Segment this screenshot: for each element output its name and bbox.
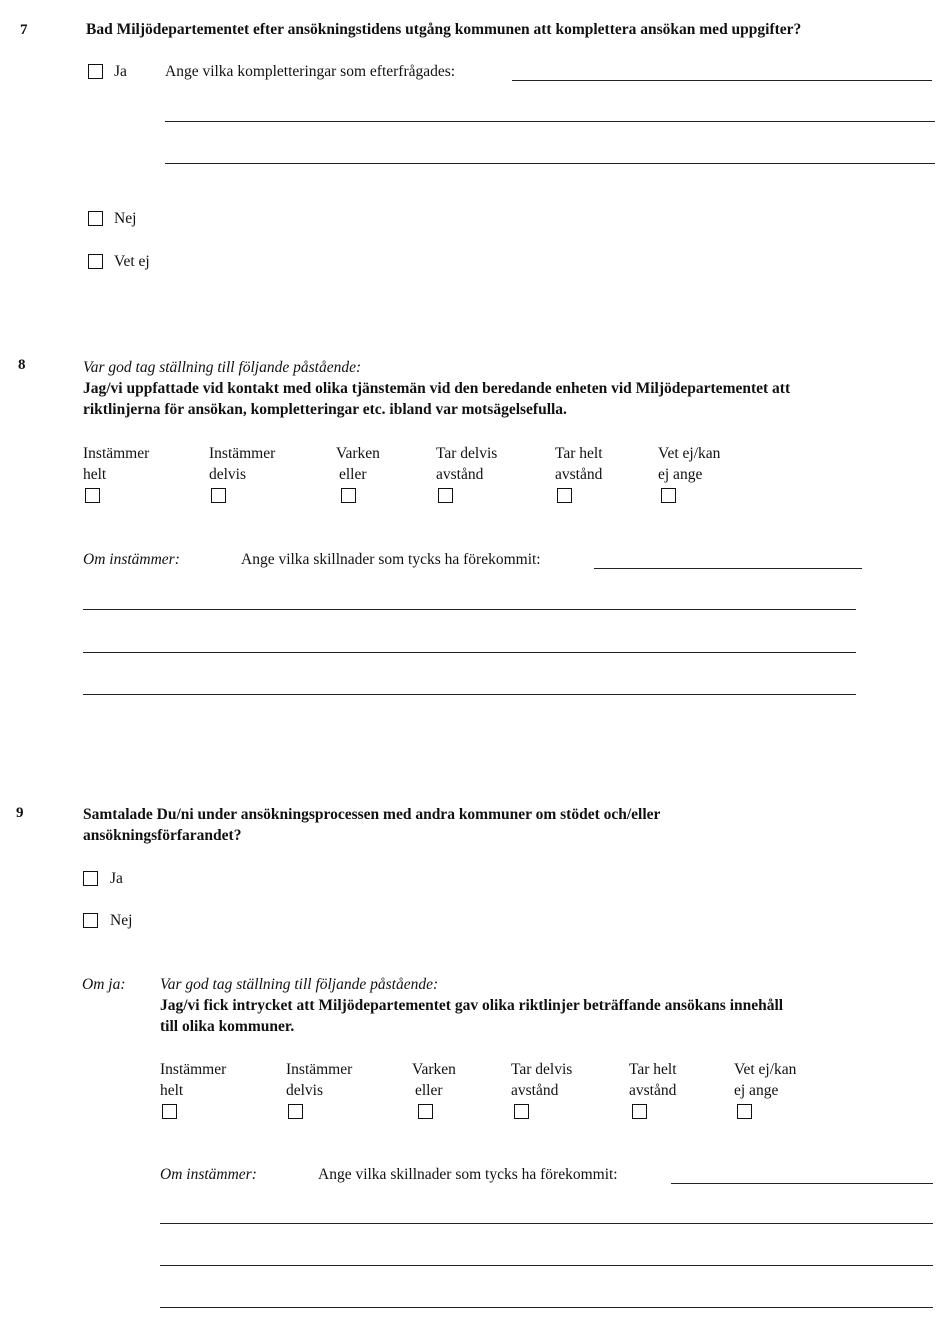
q8-option-neutral[interactable] [336, 443, 380, 485]
q8-answer-line-3[interactable] [83, 652, 856, 653]
option-line-2: helt [83, 466, 107, 483]
q8-checkbox-disagree-fully[interactable] [557, 488, 572, 503]
option-line-2: avstånd [511, 1082, 559, 1099]
q9-checkbox-agree-fully[interactable] [162, 1104, 177, 1119]
option-line-1: Vet ej/kan [658, 445, 721, 462]
q9-question-line-1: Samtalade Du/ni under ansökningsprocessen med andra kommuner om stödet och/eller [83, 806, 661, 823]
option-line-2: eller [415, 1082, 443, 1099]
option-line-2: avstånd [629, 1082, 677, 1099]
q9-checkbox-dont-know[interactable] [737, 1104, 752, 1119]
option-line-2: avstånd [555, 466, 603, 483]
q9-no-checkbox[interactable] [83, 913, 98, 928]
q7-yes-prompt: Ange vilka kompletteringar som efterfrågades: [165, 63, 456, 80]
q8-option-dont-know[interactable] [658, 443, 720, 485]
q8-answer-line-2[interactable] [83, 609, 856, 610]
q8-answer-line-4[interactable] [83, 694, 856, 695]
q8-number: 8 [18, 357, 26, 373]
q8-option-agree-fully[interactable] [83, 443, 149, 485]
q9-option-disagree-fully[interactable] [629, 1059, 677, 1101]
q8-followup-condition: Om instämmer: [83, 551, 180, 568]
q9-option-neutral[interactable] [412, 1059, 456, 1101]
q9-option-dont-know[interactable] [734, 1059, 796, 1101]
q8-checkbox-agree-fully[interactable] [85, 488, 100, 503]
q7-no-label: Nej [114, 210, 137, 227]
q7-dont-know-label: Vet ej [114, 253, 150, 270]
q9-no-label: Nej [110, 912, 133, 929]
q8-option-disagree-fully[interactable] [555, 443, 603, 485]
q7-yes-checkbox[interactable] [88, 64, 103, 79]
q9-sub-condition: Om instämmer: [160, 1166, 257, 1183]
q9-answer-line-1[interactable] [671, 1183, 933, 1184]
q7-no-checkbox[interactable] [88, 211, 103, 226]
option-line-1: Instämmer [209, 445, 276, 462]
option-line-1: Tar delvis [511, 1061, 573, 1078]
q8-statement-line-1: Jag/vi uppfattade vid kontakt med olika tjänstemän vid den beredande enheten vid Miljödepartementet att [83, 380, 791, 397]
q7-dont-know-checkbox[interactable] [88, 254, 103, 269]
q9-checkbox-neutral[interactable] [418, 1104, 433, 1119]
option-line-2: eller [339, 466, 367, 483]
q8-statement-line-2: riktlinjerna för ansökan, kompletteringar etc. ibland var motsägelsefulla. [83, 401, 567, 418]
option-line-2: helt [160, 1082, 184, 1099]
q8-checkbox-neutral[interactable] [341, 488, 356, 503]
q9-yes-checkbox[interactable] [83, 871, 98, 886]
option-line-1: Varken [412, 1061, 456, 1078]
q8-checkbox-disagree-partly[interactable] [438, 488, 453, 503]
q7-answer-line-2[interactable] [165, 121, 935, 122]
q8-checkbox-dont-know[interactable] [661, 488, 676, 503]
q7-question: Bad Miljödepartementet efter ansökningstidens utgång kommunen att komplettera ansökan med uppgifter? [86, 21, 802, 38]
q9-number: 9 [16, 805, 24, 821]
q9-option-agree-fully[interactable] [160, 1059, 226, 1101]
q9-statement-line-1: Jag/vi fick intrycket att Miljödepartementet gav olika riktlinjer beträffande ansökans innehåll [160, 997, 784, 1014]
q8-option-agree-partly[interactable] [209, 443, 275, 485]
q7-answer-line-1[interactable] [512, 80, 932, 81]
option-line-2: avstånd [436, 466, 484, 483]
q9-question-line-2: ansökningsförfarandet? [83, 827, 242, 844]
option-line-1: Tar helt [555, 445, 603, 462]
q8-answer-line-1[interactable] [594, 568, 862, 569]
option-line-1: Instämmer [286, 1061, 353, 1078]
q9-answer-line-3[interactable] [160, 1265, 933, 1266]
q9-answer-line-4[interactable] [160, 1307, 933, 1308]
q9-option-agree-partly[interactable] [286, 1059, 352, 1101]
q7-yes-label: Ja [114, 63, 127, 80]
q7-answer-line-3[interactable] [165, 163, 935, 164]
q9-followup-condition: Om ja: [82, 976, 126, 993]
q9-answer-line-2[interactable] [160, 1223, 933, 1224]
option-line-1: Instämmer [160, 1061, 227, 1078]
option-line-1: Tar helt [629, 1061, 677, 1078]
q9-option-disagree-partly[interactable] [511, 1059, 572, 1101]
option-line-2: delvis [286, 1082, 324, 1099]
option-line-2: delvis [209, 466, 247, 483]
option-line-1: Vet ej/kan [734, 1061, 797, 1078]
option-line-1: Tar delvis [436, 445, 498, 462]
q8-instruction: Var god tag ställning till följande påstående: [83, 359, 362, 376]
q9-statement-line-2: till olika kommuner. [160, 1018, 295, 1035]
q9-checkbox-disagree-fully[interactable] [632, 1104, 647, 1119]
q9-yes-label: Ja [110, 870, 123, 887]
q8-followup-prompt: Ange vilka skillnader som tycks ha förekommit: [241, 551, 541, 568]
q7-number: 7 [20, 22, 28, 38]
q9-checkbox-disagree-partly[interactable] [514, 1104, 529, 1119]
option-line-2: ej ange [734, 1082, 779, 1099]
option-line-2: ej ange [658, 466, 703, 483]
q9-instruction: Var god tag ställning till följande påstående: [160, 976, 439, 993]
q9-checkbox-agree-partly[interactable] [288, 1104, 303, 1119]
q8-checkbox-agree-partly[interactable] [211, 488, 226, 503]
option-line-1: Varken [336, 445, 380, 462]
q9-sub-prompt: Ange vilka skillnader som tycks ha förekommit: [318, 1166, 618, 1183]
option-line-1: Instämmer [83, 445, 150, 462]
q8-option-disagree-partly[interactable] [436, 443, 497, 485]
